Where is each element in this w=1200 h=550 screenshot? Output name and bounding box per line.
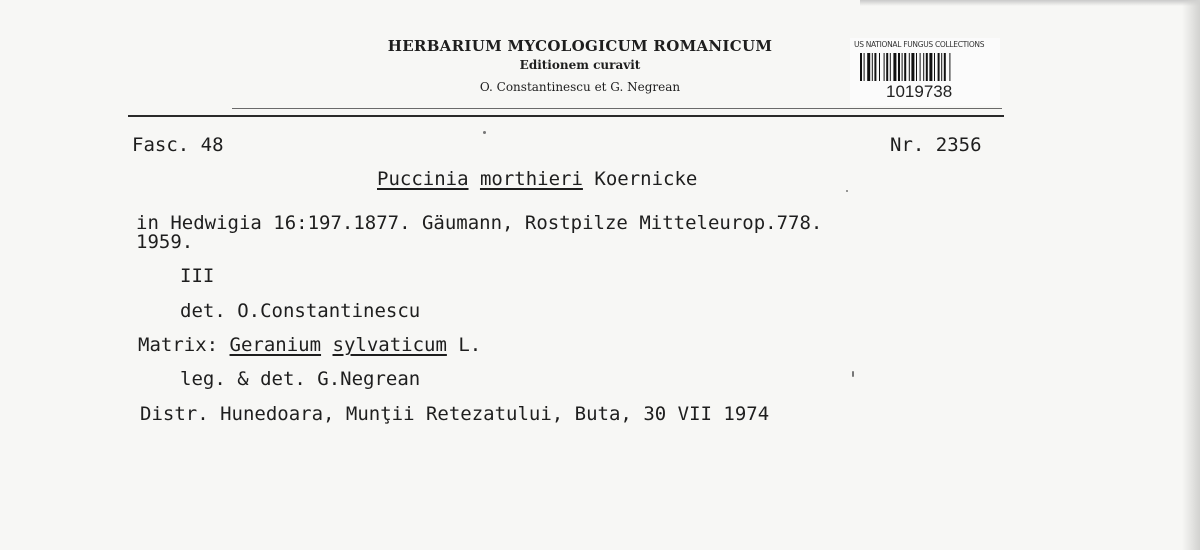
spore-stage: III — [180, 265, 215, 287]
matrix-prefix: Matrix: — [138, 334, 219, 356]
citation-line-2: 1959. — [136, 231, 194, 253]
header-divider-thin — [232, 108, 1002, 109]
taxon-name — [377, 168, 697, 190]
paper-speck — [846, 190, 848, 192]
barcode-icon — [860, 53, 994, 81]
taxon-author: Koernicke — [594, 168, 698, 190]
paper-speck — [483, 131, 486, 134]
herbarium-title: HERBARIUM MYCOLOGICUM ROMANICUM — [387, 37, 773, 55]
paper-edge-shadow-right — [1182, 0, 1200, 550]
barcode-sticker — [850, 38, 1000, 106]
header-divider-thick — [128, 115, 1004, 117]
barcode-caption: US NATIONAL FUNGUS COLLECTIONS — [854, 40, 985, 49]
determiner: det. O.Constantinescu — [180, 300, 421, 322]
locality: Distr. Hunedoara, Munţii Retezatului, Buta, 30 VII 1974 — [140, 403, 770, 425]
specimen-number: Nr. 2356 — [890, 134, 982, 156]
host-genus: Geranium — [229, 334, 322, 356]
label-header — [330, 36, 830, 96]
host-matrix — [138, 334, 481, 356]
collector: leg. & det. G.Negrean — [180, 368, 421, 390]
paper-edge-shadow — [860, 0, 1200, 6]
barcode-number: 1019738 — [886, 82, 953, 101]
host-author: L. — [458, 334, 482, 356]
taxon-genus: Puccinia — [377, 168, 469, 190]
herbarium-editors: O. Constantinescu et G. Negrean — [479, 80, 681, 94]
citation-line-1: in Hedwigia 16:197.1877. Gäumann, Rostpilze Mitteleurop.778. — [136, 212, 823, 234]
host-species: sylvaticum — [332, 334, 447, 356]
fascicle-number: Fasc. 48 — [132, 134, 224, 156]
taxon-species: morthieri — [479, 168, 583, 190]
herbarium-subtitle: Editionem curavit — [519, 58, 641, 72]
paper-speck — [852, 371, 854, 377]
